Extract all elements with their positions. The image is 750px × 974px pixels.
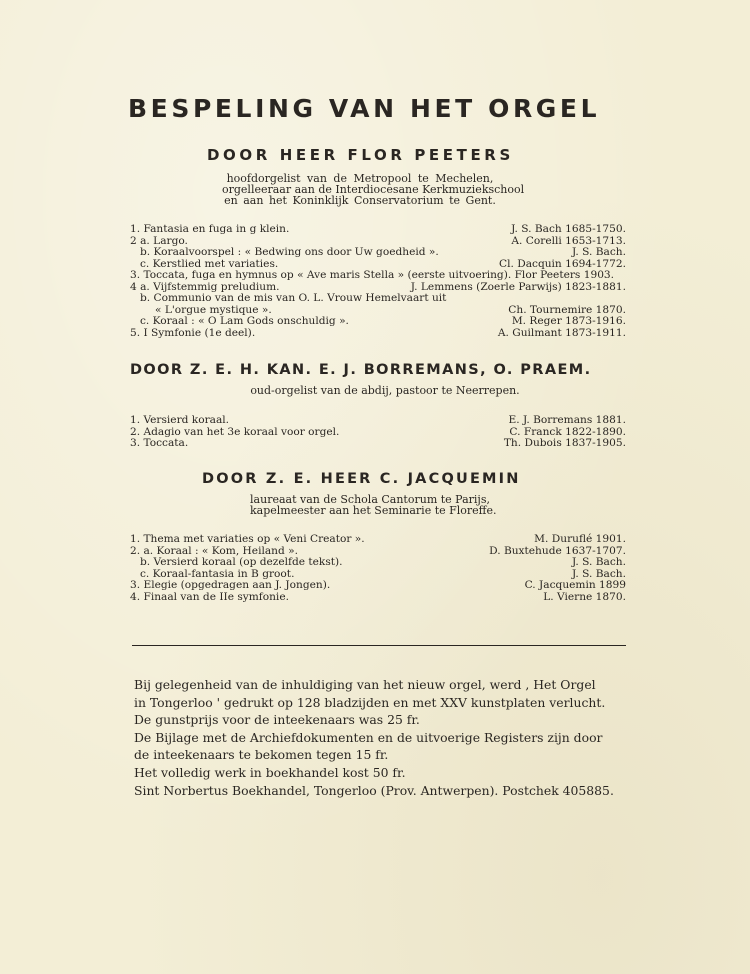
program-item [130, 415, 626, 427]
piece: c. Koraal : « O Lam Gods onschuldig ». [140, 315, 349, 327]
program-list-peeters [130, 224, 626, 339]
publication-note [134, 676, 634, 799]
program-item [130, 580, 626, 592]
composer: L. Vierne 1870. [543, 590, 626, 603]
composer: Cl. Dacquin 1694-1772. [498, 257, 626, 270]
section-subtitle-jacquemin [250, 493, 497, 517]
composer: A. Corelli 1653-1713. [511, 234, 626, 247]
piece: 1. Versierd koraal. [130, 414, 230, 426]
note-line: De gunstprijs voor de inteekenaars was 25 fr. [134, 712, 420, 728]
divider [132, 645, 626, 646]
composer: J. S. Bach. [572, 246, 626, 258]
note-line: De Bijlage met de Archiefdokumenten en de uitvoerige Registers zijn door [134, 729, 603, 745]
program-item [130, 247, 626, 259]
composer: M. Duruflé 1901. [534, 533, 626, 545]
section-subtitle-borremans [240, 385, 530, 396]
section-heading-borremans: DOOR Z. E. H. KAN. E. J. BORREMANS, O. PRAEM. [130, 362, 592, 378]
program-item [130, 592, 626, 604]
program-item [130, 293, 626, 305]
piece: b. Koraalvoorspel : « Bedwing ons door Uw goedheid ». [140, 246, 439, 258]
note-line: de inteekenaars te bekomen tegen 15 fr. [134, 747, 389, 763]
piece: 2. Adagio van het 3e koraal voor orgel. [130, 425, 340, 438]
composer: E. J. Borremans 1881. [508, 414, 626, 426]
piece: b. Versierd koraal (op dezelfde tekst). [140, 556, 343, 568]
subtitle-line: oud-orgelist van de abdij, pastoor te Neerrepen. [250, 384, 520, 397]
piece: 4. Finaal van de IIe symfonie. [130, 590, 289, 603]
program-item [130, 438, 626, 450]
composer: J. S. Bach. [572, 567, 626, 580]
piece: c. Koraal-fantasia in B groot. [140, 567, 295, 580]
note-line: in Tongerloo ' gedrukt op 128 bladzijden en met XXV kunstplaten verlucht. [134, 694, 606, 710]
piece: 3. Toccata, fuga en hymnus op « Ave maris Stella » (eerste uitvoering). Flor Peeters 1903. [130, 269, 615, 281]
piece: 3. Elegie (opgedragen aan J. Jongen). [130, 579, 331, 591]
composer: C. Jacquemin 1899 [524, 579, 626, 591]
program-list-borremans [130, 415, 626, 450]
subtitle-line: en aan het Koninklijk Conservatorium te Gent. [224, 194, 496, 207]
piece: b. Communio van de mis van O. L. Vrouw Hemelvaart uit [140, 292, 447, 304]
piece: 1. Thema met variaties op « Veni Creator ». [130, 533, 365, 545]
composer: C. Franck 1822-1890. [509, 425, 626, 438]
composer: D. Buxtehude 1637-1707. [489, 544, 626, 557]
program-item [130, 534, 626, 546]
note-line: Sint Norbertus Boekhandel, Tongerloo (Prov. Antwerpen). Postchek 405885. [134, 782, 614, 798]
piece: « L'orgue mystique ». [155, 303, 272, 316]
section-subtitle-peeters [222, 172, 525, 207]
note-line: Bij gelegenheid van de inhuldiging van het nieuw orgel, werd , Het Orgel [134, 677, 596, 692]
composer: J. S. Bach 1685-1750. [511, 223, 626, 235]
piece: c. Kerstlied met variaties. [140, 257, 279, 270]
page-title: BESPELING VAN HET ORGEL [128, 94, 601, 123]
program-item [130, 328, 626, 340]
subtitle-line: hoofdorgelist van de Metropool te Mechelen, [226, 172, 494, 185]
program-item [130, 224, 626, 236]
program-list-jacquemin [130, 534, 626, 603]
composer: Th. Dubois 1837-1905. [503, 437, 626, 449]
program-item [130, 270, 626, 282]
composer: J. Lemmens (Zoerle Parwijs) 1823-1881. [410, 280, 626, 293]
piece: 1. Fantasia en fuga in g klein. [130, 223, 290, 235]
piece: 4 a. Vijfstemmig preludium. [130, 280, 280, 293]
piece: 2. a. Koraal : « Kom, Heiland ». [130, 544, 298, 557]
program-item [130, 316, 626, 328]
composer: Ch. Tournemire 1870. [508, 303, 626, 316]
section-heading-jacquemin: DOOR Z. E. HEER C. JACQUEMIN [202, 471, 521, 487]
piece: 2 a. Largo. [130, 234, 188, 247]
composer: M. Reger 1873-1916. [511, 315, 626, 327]
section-heading-peeters: DOOR HEER FLOR PEETERS [207, 146, 514, 164]
subtitle-line: kapelmeester aan het Seminarie te Floreffe. [250, 504, 497, 517]
subtitle-line: laureaat van de Schola Cantorum te Parijs, [250, 493, 490, 506]
composer: A. Guilmant 1873-1911. [497, 326, 626, 339]
piece: 5. I Symfonie (1e deel). [130, 326, 256, 339]
composer: J. S. Bach. [572, 556, 626, 568]
program-item [130, 557, 626, 569]
note-line: Het volledig werk in boekhandel kost 50 fr. [134, 764, 406, 780]
piece: 3. Toccata. [130, 437, 189, 449]
subtitle-line: orgelleeraar aan de Interdiocesane Kerkmuziekschool [222, 183, 525, 196]
